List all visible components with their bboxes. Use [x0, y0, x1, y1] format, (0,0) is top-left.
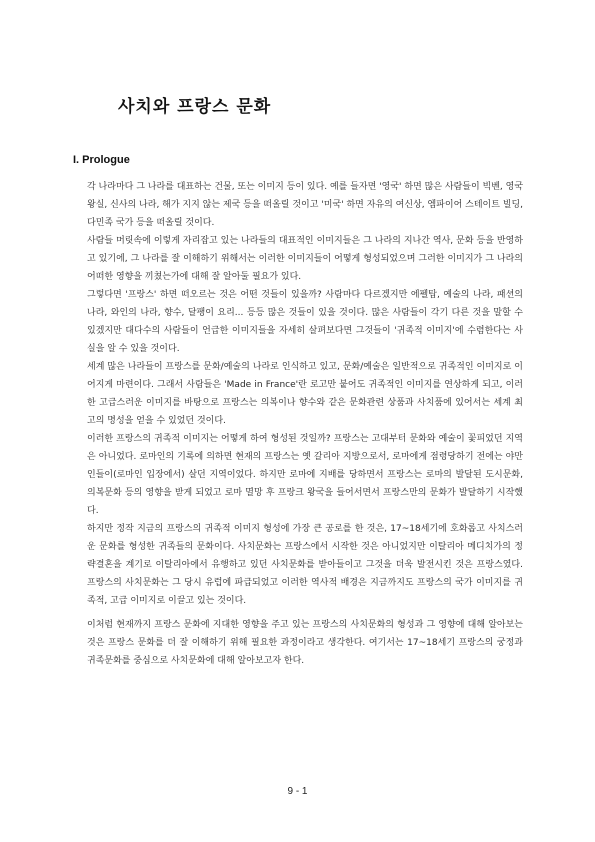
- paragraph: 세계 많은 나라들이 프랑스를 문화/예술의 나라로 인식하고 있고, 문화/예술은 일반적으로 귀족적인 이미지로 이어지게 마련이다. 그래서 사람들은 'Made in France'란 로고만 붙어도 귀족적인 이미지를 연상하게 되고, 이러한 고급스러운 이미지를 바탕으로 프랑스는 의복이나 향수와 같은 문화관련 상품과 사치품에 있어서는 세계 최고의 명성을 얻을 수 있었던 것이다.: [87, 362, 523, 426]
- page-number: 9 - 1: [287, 786, 308, 797]
- body-text: [87, 178, 523, 670]
- paragraph: 하지만 정작 지금의 프랑스의 귀족적 이미지 형성에 가장 큰 공로를 한 것은, 17~18세기에 호화롭고 사치스러운 문화를 형성한 귀족들의 문화이다. 사치문화는 프랑스에서 시작한 것은 아니었지만 이탈리아 메디치가의 정략결혼을 계기로 이탈리아에서 유행하고 있던 사치문화를 받아들이고 그것을 더욱 발전시킨 것은 프랑스였다. 프랑스의 사치문화는 그 당시 유럽에 파급되었고 이러한 역사적 배경은 지금까지도 프랑스의 국가 이미지를 귀족적, 고급 이미지로 이끌고 있는 것이다.: [87, 524, 523, 606]
- document-title: 사치와 프랑스 문화: [118, 97, 272, 117]
- paragraph: 각 나라마다 그 나라를 대표하는 건물, 또는 이미지 등이 있다. 예를 들자면 '영국' 하면 많은 사람들이 빅벤, 영국 왕실, 신사의 나라, 해가 지지 않는 제국 등을 떠올릴 것이고 '미국' 하면 자유의 여신상, 엠파이어 스테이트 빌딩, 다민족 국가 등을 떠올릴 것이다.: [87, 182, 524, 228]
- paragraph: 이러한 프랑스의 귀족적 이미지는 어떻게 하여 형성된 것일까? 프랑스는 고대부터 문화와 예술이 꽃피었던 지역은 아니었다. 로마인의 기록에 의하면 현재의 프랑스는 옛 갈리아 지방으로서, 로마에게 점령당하기 전에는 야만인들이(로마인 입장에서) 살던 지역이었다. 하지만 로마에 지배를 당하면서 프랑스는 로마의 발달된 도시문화, 의복문화 등의 영향을 받게 되었고 로마 멸망 후 프랑크 왕국을 들어서면서 프랑스만의 문화가 발달하기 시작했다.: [87, 434, 523, 516]
- paragraph: 이처럼 현재까지 프랑스 문화에 지대한 영향을 주고 있는 프랑스의 사치문화의 형성과 그 영향에 대해 알아보는 것은 프랑스 문화를 더 잘 이해하기 위해 필요한 과정이라고 생각한다. 여기서는 17~18세기 프랑스의 궁정과 귀족문화를 중심으로 사치문화에 대해 알아보고자 한다.: [87, 620, 523, 666]
- paragraph: 그렇다면 '프랑스' 하면 떠오르는 것은 어떤 것들이 있을까? 사람마다 다르겠지만 에펠탑, 예술의 나라, 패션의 나라, 와인의 나라, 향수, 달팽이 요리... 등등 많은 것들이 있을 것이다. 많은 사람들이 각기 다른 것을 말할 수 있겠지만 대다수의 사람들이 언급한 이미지들을 자세히 살펴보다면 그것들이 '귀족적 이미지'에 수렴한다는 사실을 알 수 있을 것이다.: [87, 290, 523, 354]
- paragraph: 사람들 머릿속에 이렇게 자리잡고 있는 나라들의 대표적인 이미지들은 그 나라의 지나간 역사, 문화 등을 반영하고 있기에, 그 나라를 잘 이해하기 위해서는 이러한 이미지들이 어떻게 형성되었으며 그러한 이미지가 그 나라의 어떠한 영향을 끼쳤는가에 대해 잘 알아둘 필요가 있다.: [87, 236, 523, 282]
- section-heading: I. Prologue: [73, 154, 130, 166]
